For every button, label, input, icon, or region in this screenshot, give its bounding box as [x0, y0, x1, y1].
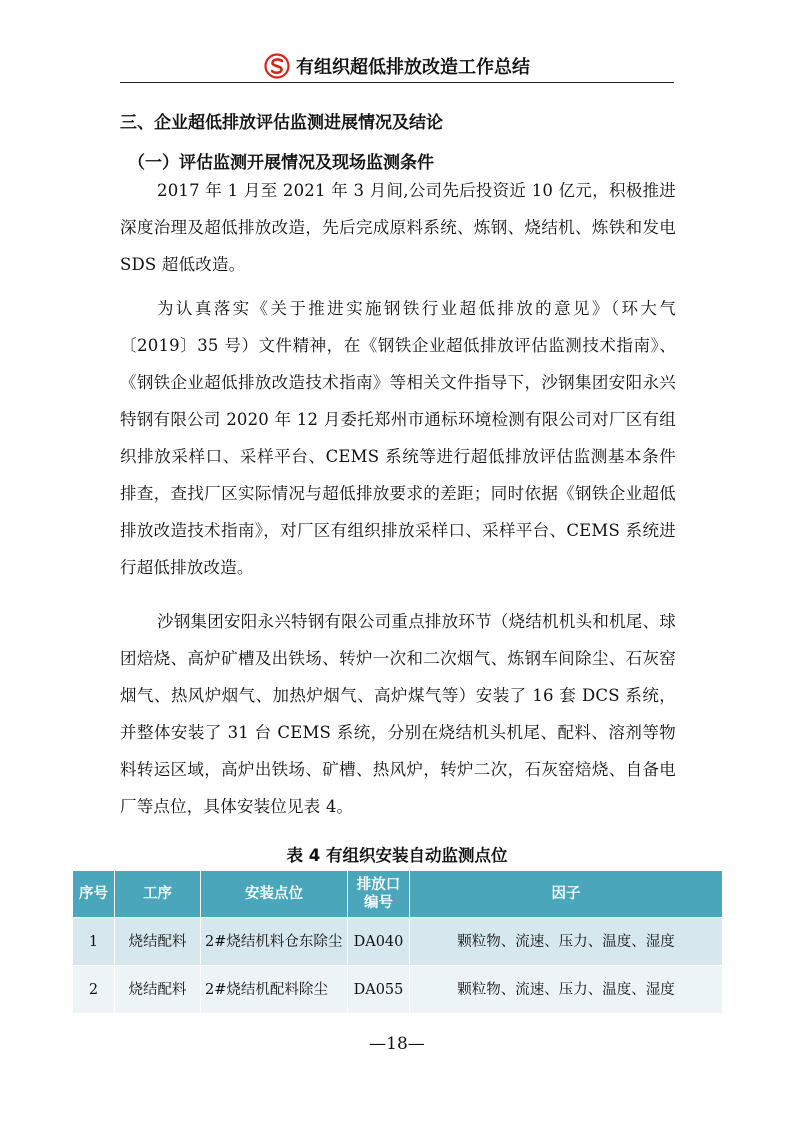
paragraph-assessment: 为认真落实《关于推进实施钢铁行业超低排放的意见》（环大气〔2019〕35 号）文件精神，在《钢铁企业超低排放评估监测技术指南》、《钢铁企业超低排放改造技术指南》等相关文件指导下，沙钢集团安阳永兴特钢有限公司 2020 年 12 月委托郑州市通标环境检测有限公司对厂区有组织排放采样口、采样平台、CEMS 系统等进行超低排放评估监测基本条件排查，查找厂区实际情况与超低排放要求的差距；同时依据《钢铁企业超低排放改造技术指南》，对厂区有组织排放采样口、采样平台、CEMS 系统进行超低排放改造。 — [120, 299, 676, 577]
section-heading: 三、企业超低排放评估监测进展情况及结论 — [120, 113, 443, 133]
cell-factors: 颗粒物、流速、压力、温度、湿度 — [410, 918, 723, 966]
table-caption: 表 4 有组织安装自动监测点位 — [286, 846, 508, 865]
page-header — [120, 50, 674, 83]
company-logo-icon — [264, 53, 290, 79]
cell-factors: 颗粒物、流速、压力、温度、湿度 — [410, 966, 723, 1014]
page-number: —18— — [369, 1034, 425, 1054]
header-location: 安装点位 — [201, 871, 348, 918]
header-outlet-code: 排放口编号 — [348, 871, 410, 918]
table-row — [73, 966, 723, 1014]
header-serial: 序号 — [73, 871, 115, 918]
monitoring-points-table — [72, 870, 723, 1014]
table-row — [73, 918, 723, 966]
cell-location: 2#烧结机配料除尘 — [201, 966, 348, 1014]
cell-outlet-code: DA055 — [348, 966, 410, 1014]
header-process: 工序 — [115, 871, 201, 918]
paragraph-monitoring-systems: 沙钢集团安阳永兴特钢有限公司重点排放环节（烧结机机头和机尾、球团焙烧、高炉矿槽及出铁场、转炉一次和二次烟气、炼钢车间除尘、石灰窑烟气、热风炉烟气、加热炉烟气、高炉煤气等）安装了 16 套 DCS 系统，并整体安装了 31 台 CEMS 系统，分别在烧结机头机尾、配料、溶剂等物料转运区域，高炉出铁场、矿槽、热风炉，转炉二次，石灰窑焙烧、自备电厂等点位，具体安装位见表 4。 — [120, 612, 676, 816]
subsection-heading: （一）评估监测开展情况及现场监测条件 — [128, 153, 434, 173]
header-title: 有组织超低排放改造工作总结 — [296, 57, 530, 78]
cell-serial: 1 — [73, 918, 115, 966]
cell-location: 2#烧结机料仓东除尘 — [201, 918, 348, 966]
table-header-row — [73, 871, 723, 918]
cell-outlet-code: DA040 — [348, 918, 410, 966]
cell-process: 烧结配料 — [115, 966, 201, 1014]
cell-serial: 2 — [73, 966, 115, 1014]
paragraph-investment: 2017 年 1 月至 2021 年 3 月间,公司先后投资近 10 亿元，积极推进深度治理及超低排放改造，先后完成原料系统、炼钢、烧结机、炼铁和发电 SDS 超低改造。 — [120, 181, 676, 274]
header-factors: 因子 — [410, 871, 723, 918]
cell-process: 烧结配料 — [115, 918, 201, 966]
